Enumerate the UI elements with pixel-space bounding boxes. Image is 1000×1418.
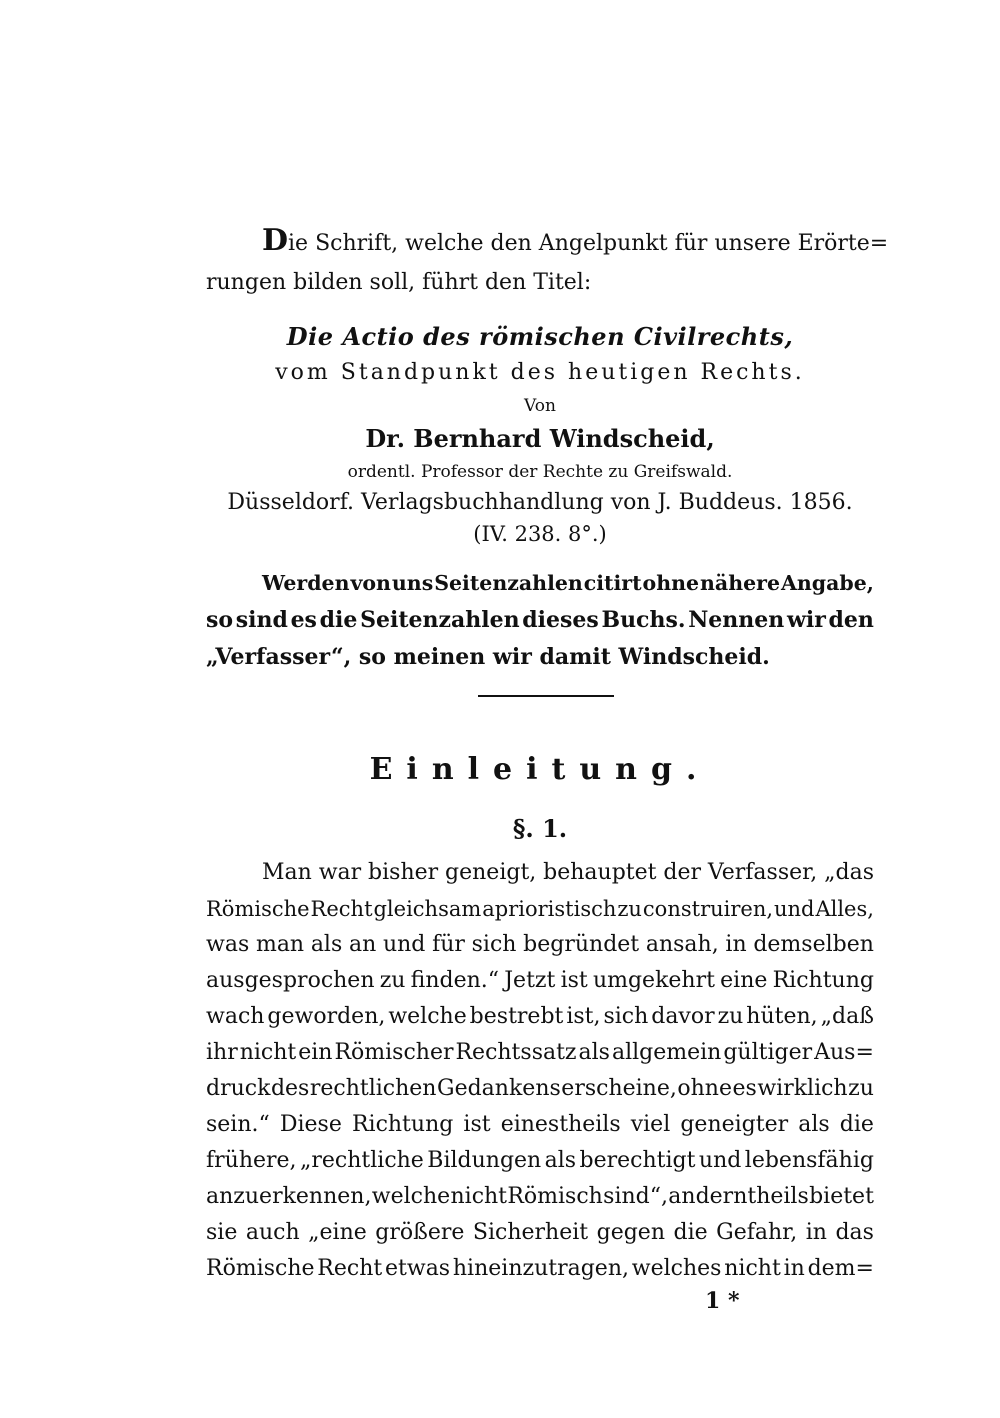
note-line-2: so sind es die Seitenzahlen dieses Buchs. Nennen wir den bbox=[206, 607, 874, 633]
body-line-8: sein.“ Diese Richtung ist einestheils viel geneigter als die bbox=[206, 1112, 874, 1137]
drop-cap: D bbox=[262, 223, 289, 258]
book-affiliation: ordentl. Professor der Rechte zu Greifswald. bbox=[347, 462, 733, 482]
intro-line-1-text: ie Schrift, welche den Angelpunkt für unsere Erörte= bbox=[288, 231, 889, 256]
book-author: Dr. Bernhard Windscheid, bbox=[365, 424, 715, 453]
body-line-2: Römische Recht gleichsam aprioristisch zu construiren, und Alles, bbox=[206, 897, 874, 921]
body-line-10: anzuerkennen, welche nicht Römisch sind“, anderntheils bietet bbox=[206, 1184, 874, 1209]
body-line-11: sie auch „eine größere Sicherheit gegen die Gefahr, in das bbox=[206, 1220, 874, 1245]
chapter-heading: Einleitung. bbox=[369, 752, 711, 787]
note-line-1: Werden von uns Seitenzahlen citirt ohne nähere Angabe, bbox=[262, 571, 874, 595]
intro-line-2: rungen bilden soll, führt den Titel: bbox=[206, 270, 592, 295]
section-number: §. 1. bbox=[512, 814, 568, 843]
note-line-3: „Verfasser“, so meinen wir damit Windscheid. bbox=[206, 644, 770, 670]
body-line-3: was man als an und für sich begründet ansah, in demselben bbox=[206, 932, 874, 957]
body-line-12: Römische Recht etwas hineinzutragen, welches nicht in dem= bbox=[206, 1256, 874, 1281]
book-subtitle: vom Standpunkt des heutigen Rechts. bbox=[275, 360, 805, 385]
body-line-1: Man war bisher geneigt, behauptet der Verfasser, „das bbox=[262, 860, 874, 885]
body-line-9: frühere, „rechtliche Bildungen als berechtigt und lebensfähig bbox=[206, 1148, 874, 1173]
book-info: (IV. 238. 8°.) bbox=[473, 522, 607, 546]
body-line-6: ihr nicht ein Römischer Rechtssatz als allgemein gültiger Aus= bbox=[206, 1040, 874, 1065]
intro-line-1 bbox=[262, 223, 889, 259]
body-line-5: wach geworden, welche bestrebt ist, sich davor zu hüten, „daß bbox=[206, 1004, 874, 1029]
book-von: Von bbox=[524, 396, 556, 416]
section-divider bbox=[478, 695, 614, 697]
page-number: 1 * bbox=[705, 1288, 740, 1314]
book-publisher: Düsseldorf. Verlagsbuchhandlung von J. Buddeus. 1856. bbox=[227, 490, 853, 515]
book-title: Die Actio des römischen Civilrechts, bbox=[286, 322, 794, 351]
body-line-4: ausgesprochen zu finden.“ Jetzt ist umgekehrt eine Richtung bbox=[206, 968, 874, 993]
body-line-7: druck des rechtlichen Gedankens erscheine, ohne es wirklich zu bbox=[206, 1076, 874, 1101]
